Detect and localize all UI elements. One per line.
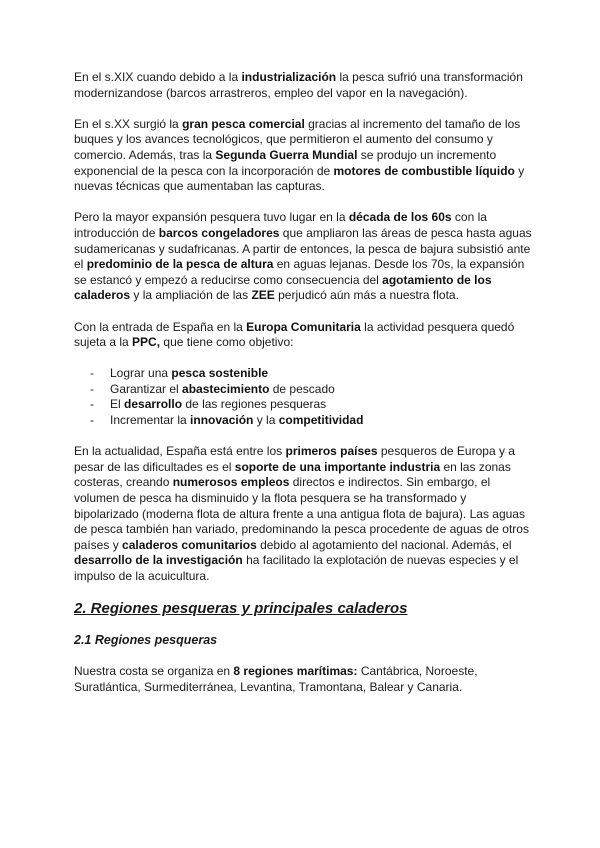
text-run: y nuevas técnicas que aumentaban las capturas. [74, 163, 525, 194]
text-run: en las zonas costeras, creando [74, 459, 511, 490]
list-item [74, 382, 534, 398]
bold-text: gran pesca comercial [182, 116, 305, 131]
list-item [74, 366, 534, 382]
bold-text: numerosos empleos [172, 475, 290, 490]
text-run: con la introducción de [74, 210, 487, 240]
document-body [74, 70, 534, 711]
text-run: En la actualidad, España está entre los [74, 444, 286, 459]
bold-text: predominio de la pesca de altura [86, 257, 274, 272]
paragraph-actualidad [74, 444, 534, 584]
text-run: que ampliaron las áreas de pesca hasta aguas sudamericanas y sudafricanas. A partir de entonces, la pesca de bajura subsistió ante el [74, 225, 532, 272]
text-run: ha facilitado la explotación de nuevas especies y el impulso de la acuicultura. [74, 553, 519, 583]
text-run: En el s.XX surgió la [74, 116, 183, 131]
bold-text: motores de combustible líquido [333, 163, 515, 178]
bullet-dash: - [90, 413, 94, 428]
text-run: Pero la mayor expansión pesquera tuvo lugar en la [74, 210, 349, 225]
bold-text: 8 regiones marítimas: [233, 664, 358, 679]
text-run: y la [253, 413, 279, 428]
paragraph-regiones [74, 664, 534, 695]
list-item [74, 413, 534, 429]
bold-text: ZEE [251, 288, 275, 303]
list-item-text [110, 366, 268, 380]
text-run: Cantábrica, Noroeste, Suratlántica, Surmediterránea, Levantina, Tramontana, Balear y Canaria. [74, 664, 478, 694]
list-item [74, 397, 534, 413]
text-run: En el s.XIX cuando debido a la [74, 70, 242, 84]
list-item-text [110, 382, 335, 396]
list-item-text [110, 397, 326, 411]
bold-text: barcos congeladores [158, 225, 280, 240]
bold-text: agotamiento de los caladeros [74, 272, 492, 303]
text-run: Lograr una [110, 366, 172, 381]
text-run: Con la entrada de España en la [74, 319, 247, 334]
text-run: gracias al incremento del tamaño de los buques y los avances tecnológicos, que permitieron el aumento del consumo y comercio. Además, tras la [74, 116, 521, 162]
paragraph-xx [74, 117, 534, 195]
bold-text: década de los 60s [348, 210, 452, 225]
paragraph-60s [74, 210, 534, 304]
text-run: Incrementar la [110, 413, 191, 428]
text-run: que tiene como objetivo: [160, 335, 294, 350]
text-run: directos e indirectos. Sin embargo, el volumen de pesca ha disminuido y la flota pesquera se ha transformado y bipolarizado (moderna flota de altura frente a una antigua flota de bajura). Las aguas de pesca también han variado, predominando la pesca procedente de aguas de otros países y [74, 475, 529, 552]
bold-text: Segunda Guerra Mundial [215, 147, 358, 162]
bold-text: desarrollo de la investigación [74, 553, 243, 568]
bullet-dash: - [90, 397, 94, 412]
paragraph-xix [74, 70, 534, 101]
bold-text: pesca sostenible [171, 366, 269, 381]
bold-text: caladeros comunitarios [122, 537, 257, 552]
text-run: en aguas lejanas. Desde los 70s, la expansión se estancó y empezó a reducirse como consecuencia del [74, 257, 525, 287]
text-run: Nuestra costa se organiza en [74, 664, 234, 679]
text-run: Garantizar el [110, 381, 183, 396]
text-run: perjudicó aún más a nuestra flota. [274, 288, 459, 303]
bold-text: primeros países [285, 444, 378, 459]
text-run: pesqueros de Europa y a pesar de las dificultades es el [74, 444, 515, 474]
bold-text: innovación [190, 413, 254, 428]
text-run: de las regiones pesqueras [182, 397, 327, 412]
text-run: debido al agotamiento del nacional. Además, el [256, 537, 512, 552]
bold-text: PPC, [132, 335, 161, 350]
text-run: y la ampliación de las [130, 288, 252, 303]
section-heading: 2. Regiones pesqueras y principales caladeros [74, 600, 408, 618]
bold-text: abastecimiento [182, 381, 270, 396]
text-run: la actividad pesquera quedó sujeta a la [74, 319, 515, 350]
list-item-text [110, 413, 363, 427]
text-run: El [110, 397, 125, 412]
bold-text: soporte de una importante industria [234, 459, 441, 474]
paragraph-europa [74, 320, 534, 351]
bold-text: Europa Comunitaria [246, 319, 361, 334]
text-run: la pesca sufrió una transformación modernizandose (barcos arrastreros, empleo del vapor en la navegación). [74, 70, 523, 100]
text-run: se produjo un incremento exponencial de la pesca con la incorporación de [74, 147, 497, 178]
bold-text: competitividad [278, 413, 364, 428]
objectives-list [74, 366, 534, 428]
text-run: de pescado [269, 381, 335, 396]
bold-text: industrialización [241, 70, 337, 84]
bold-text: desarrollo [124, 397, 183, 412]
bullet-dash: - [90, 366, 94, 381]
subsection-heading: 2.1 Regiones pesqueras [74, 633, 218, 648]
bullet-dash: - [90, 381, 94, 396]
